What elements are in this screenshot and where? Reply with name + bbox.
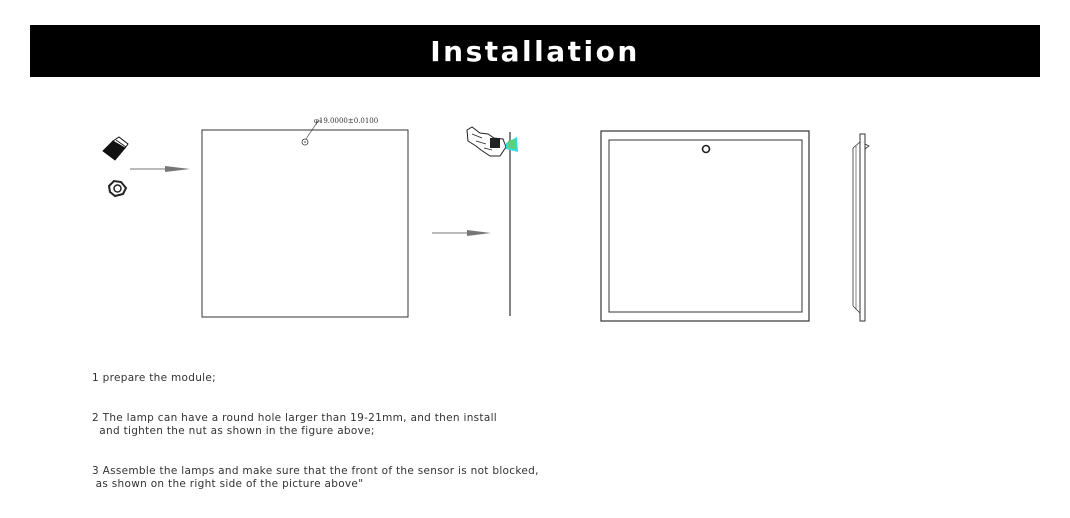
- step-2-line-1: 2 The lamp can have a round hole larger than 19-21mm, and then install: [92, 412, 498, 424]
- step-3: [92, 465, 539, 491]
- step-3-line-1: 3 Assemble the lamps and make sure that the front of the sensor is not blocked,: [92, 465, 539, 477]
- hole-dimension-label: φ19.0000±0.0100: [314, 117, 379, 125]
- hand-tightening-icon: [467, 127, 506, 156]
- sensor-light-icon: [506, 137, 518, 152]
- page-title: Installation: [430, 34, 640, 68]
- assembled-lamp-side-view: [853, 134, 869, 321]
- arrow-right-icon: [130, 166, 190, 172]
- sensor-module-icon: [103, 137, 128, 160]
- step-2: [92, 412, 497, 438]
- step-1-line-1: 1 prepare the module;: [92, 372, 216, 384]
- step-1: [92, 372, 216, 385]
- step-2-line-2: and tighten the nut as shown in the figure above;: [92, 425, 375, 437]
- assembled-lamp-front-view: [601, 131, 809, 321]
- step-3-line-2: as shown on the right side of the picture above": [92, 478, 364, 490]
- nut-icon: [109, 181, 126, 196]
- panel-front-view: [202, 121, 408, 317]
- arrow-right-icon-2: [432, 230, 491, 236]
